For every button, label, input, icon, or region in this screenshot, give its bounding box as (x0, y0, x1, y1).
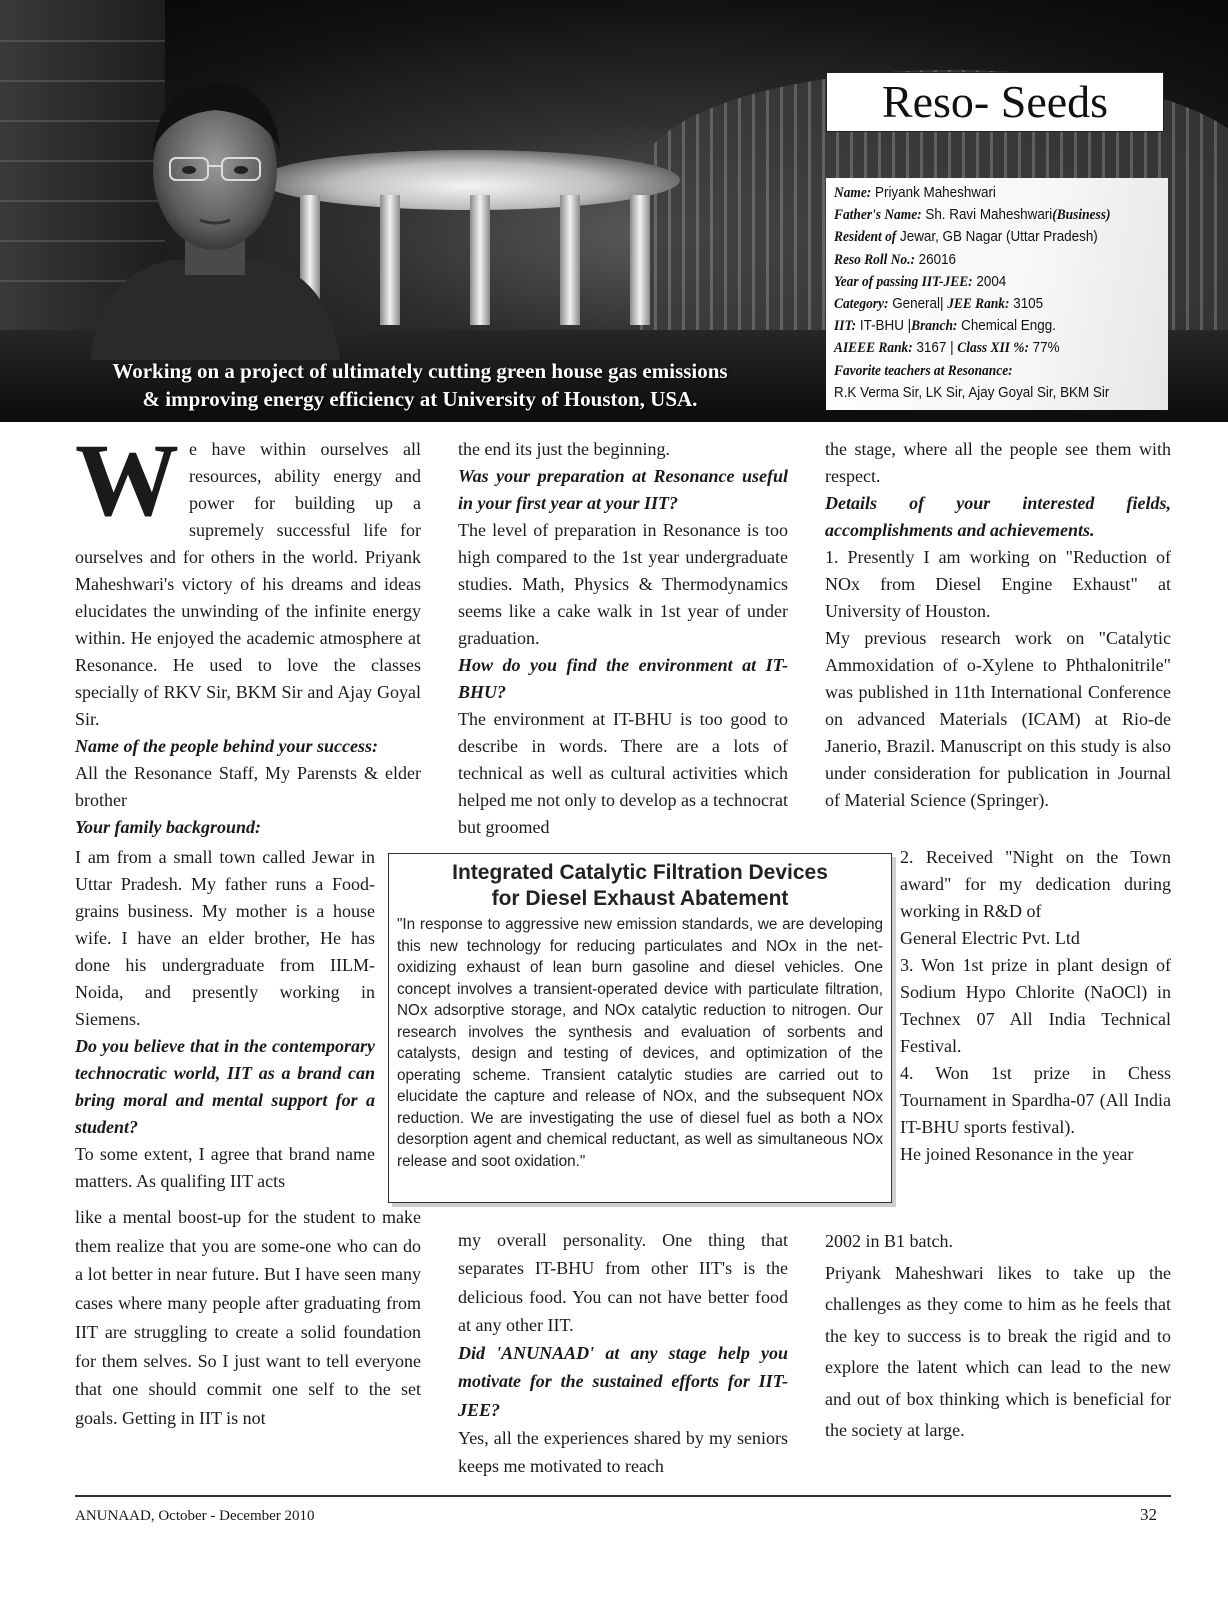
column-3-middle (900, 844, 1171, 1168)
drop-cap: W (75, 423, 179, 538)
answer-family: I am from a small town called Jewar in Uttar Pradesh. My father runs a Food-grains business. My mother is a house wife. I have an elder brother, He has done his undergraduate from IILM-Noida, and presently working in Siemens. (75, 847, 375, 1029)
question-iit-brand: Do you believe that in the contemporary technocratic world, IIT as a brand can bring moral and mental support for a student? (75, 1036, 375, 1137)
research-box-title-line: Integrated Catalytic Filtration Devices (452, 861, 828, 884)
achievement-2-company: General Electric Pvt. Ltd (900, 928, 1080, 948)
question-anunaad: Did 'ANUNAAD' at any stage help you motivate for the sustained efforts for IIT-JEE? (458, 1343, 788, 1420)
pillar (630, 195, 650, 325)
info-row-year: Year of passing IIT-JEE: 2004 (834, 273, 1007, 290)
pillar (470, 195, 490, 325)
joined-line-1: He joined Resonance in the year (900, 1144, 1134, 1164)
info-row-iit: IIT: IT-BHU |Branch: Chemical Engg. (834, 318, 1056, 335)
publication-footer: ANUNAAD, October - December 2010 (75, 1508, 315, 1524)
question-success: Name of the people behind your success: (75, 736, 378, 756)
answer-success: All the Resonance Staff, My Parensts & elder brother (75, 763, 421, 810)
photo-caption (0, 357, 840, 413)
answer-preparation: The level of preparation in Resonance is too high compared to the 1st year undergraduate studies. Math, Physics & Thermodynamics seems like a cake walk in 1st year of under graduation. (458, 520, 788, 648)
column-3-top (825, 436, 1171, 814)
intro-paragraph: e have within ourselves all resources, ability energy and power for building up a supremely successful life for ourselves and for others in the world. Priyank Maheshwari's victory of his dreams and ideas elucidates the unwinding of the infinite energy within. He enjoyed the academic atmosphere at Resonance. He used to love the classes specially of RKV Sir, BKM Sir and Ajay Goyal Sir. (75, 439, 421, 729)
research-box-title-line: for Diesel Exhaust Abatement (491, 887, 789, 910)
answer-iit-brand-part2: like a mental boost-up for the student to make them realize that you are some-one who can do a lot better in near future. But I have seen many cases where many people after graduating from IIT are struggling to create a solid foundation for them selves. So I just want to tell everyone that one should commit one self to the set goals. Getting in IIT is not (75, 1207, 421, 1428)
info-row-father: Father's Name: Sh. Ravi Maheshwari(Business) (834, 207, 1111, 224)
column-2-bottom (458, 1226, 788, 1481)
page-number: 32 (1140, 1505, 1157, 1524)
answer-environment-part1: The environment at IT-BHU is too good to describe in words. There are a lots of technical as well as cultural activities which helped me not only to develop as a technocrat but groomed (458, 709, 788, 837)
achievement-1-research: My previous research work on "Catalytic Ammoxidation of o-Xylene to Phthalonitrile" was published in 11th International Conference on advanced Materials (ICAM) at Rio-de Janerio, Brazil. Manuscript on this study is also under consideration for publication in Journal of Material Science (Springer). (825, 628, 1171, 810)
achievement-1: 1. Presently I am working on "Reduction of NOx from Diesel Engine Exhaust" at University of Houston. (825, 547, 1171, 621)
column-1-top (75, 423, 421, 841)
info-row-teachers-label: Favorite teachers at Resonance: (834, 362, 1013, 379)
column-1-middle (75, 844, 375, 1195)
info-row-resident: Resident of Jewar, GB Nagar (Uttar Pradesh) (834, 229, 1098, 246)
caption-line: & improving energy efficiency at University of Houston, USA. (142, 387, 698, 411)
achievement-2: 2. Received "Night on the Town award" for my dedication during working in R&D of (900, 847, 1171, 921)
section-title: Reso- Seeds (826, 72, 1164, 132)
info-row-teachers: R.K Verma Sir, LK Sir, Ajay Goyal Sir, BKM Sir (834, 384, 1110, 401)
research-sidebar-box (388, 853, 892, 1203)
profile-info-box (826, 178, 1168, 410)
column-3-bottom (825, 1226, 1171, 1447)
pillar (560, 195, 580, 325)
question-achievements: Details of your interested fields, accomplishments and achievements. (825, 493, 1171, 540)
info-row-roll: Reso Roll No.: 26016 (834, 251, 957, 268)
answer-environment-part2: my overall personality. One thing that separates IT-BHU from other IIT's is the delicious food. You can not have better food at any other IIT. (458, 1230, 788, 1335)
footer-rule (75, 1495, 1171, 1497)
question-environment: How do you find the environment at IT-BHU? (458, 655, 788, 702)
research-box-body: "In response to aggressive new emission standards, we are developing this new technology for reducing particulates and NOx in the net-oxidizing exhaust of lean burn gasoline and diesel vehicles. One concept involves a transient-operated device with particulate filtration, NOx adsorptive storage, and NOx catalytic reduction to nitrogen. Our research involves the synthesis and evaluation of sorbents and catalysts, design and testing of devices, and optimization of the operating scheme. Transient catalytic studies are carried out to elucidate the capture and release of NOx, and the subsequent NOx reduction. We are investigating the use of diesel fuel as both a NOx desorption agent and chemical reductant, as well as simultaneous NOx release and soot oxidation." (397, 916, 883, 1170)
info-row-category: Category: General| JEE Rank: 3105 (834, 296, 1044, 313)
caption-line: Working on a project of ultimately cutting green house gas emissions (112, 359, 728, 383)
column-2-top (458, 436, 788, 841)
answer-iit-brand-part1: To some extent, I agree that brand name matters. As qualifing IIT acts (75, 1144, 375, 1191)
info-row-aieee: AIEEE Rank: 3167 | Class XII %: 77% (834, 340, 1060, 357)
question-preparation: Was your preparation at Resonance useful in your first year at your IIT? (458, 466, 788, 513)
column-3-lead: the stage, where all the people see them with respect. (825, 439, 1171, 486)
achievement-3: 3. Won 1st prize in plant design of Sodium Hypo Chlorite (NaOCl) in Technex 07 All India Technical Festival. (900, 955, 1171, 1056)
portrait-photo (90, 60, 340, 360)
column-2-lead: the end its just the beginning. (458, 439, 670, 459)
answer-anunaad: Yes, all the experiences shared by my seniors keeps me motivated to reach (458, 1428, 788, 1477)
closing-paragraph: Priyank Maheshwari likes to take up the challenges as they come to him as he feels that the key to success is to break the rigid and to explore the latent which can lead to the new and out of box thinking which is beneficial for the society at large. (825, 1262, 1171, 1440)
achievement-4: 4. Won 1st prize in Chess Tournament in Spardha-07 (All India IT-BHU sports festival). (900, 1063, 1171, 1137)
joined-line-2: 2002 in B1 batch. (825, 1231, 953, 1251)
pillar (380, 195, 400, 325)
info-row-name: Name: Priyank Maheshwari (834, 185, 996, 201)
header-photo (0, 0, 1228, 422)
column-1-bottom (75, 1203, 421, 1433)
research-box-title (397, 860, 883, 912)
question-family: Your family background: (75, 817, 262, 837)
